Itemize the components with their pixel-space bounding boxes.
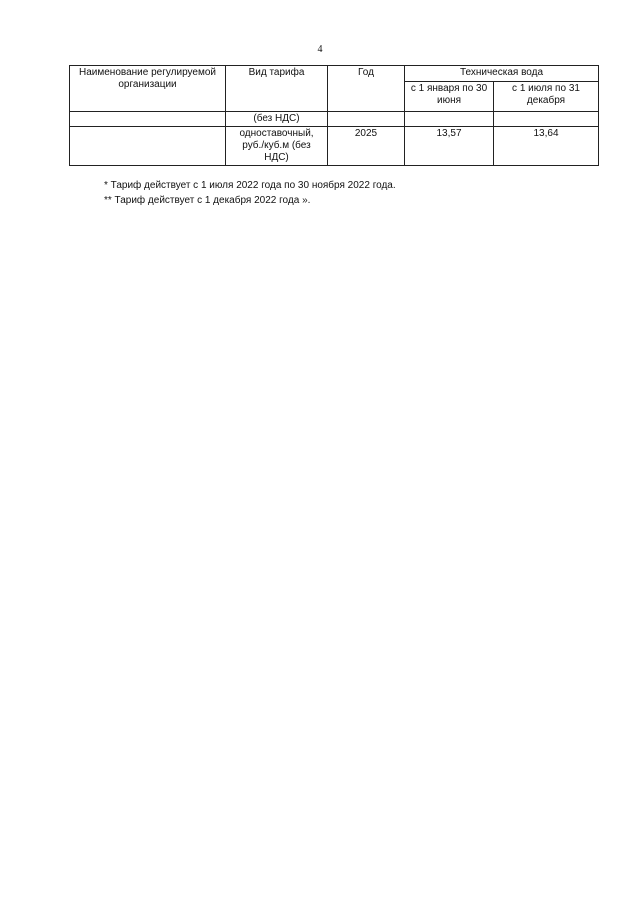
cell-value-1: [405, 112, 494, 127]
footnotes: [104, 178, 396, 208]
cell-value-1: 13,57: [405, 127, 494, 166]
cell-tariff-type: (без НДС): [226, 112, 328, 127]
table-header-row: [70, 66, 599, 82]
cell-tariff-type: одноставочный, руб./куб.м (без НДС): [226, 127, 328, 166]
tariff-table: [69, 65, 599, 166]
table-row: [70, 112, 599, 127]
footnote: ** Тариф действует с 1 декабря 2022 года ».: [104, 195, 311, 206]
cell-year: [328, 112, 405, 127]
footnote: * Тариф действует с 1 июля 2022 года по 30 ноября 2022 года.: [104, 180, 396, 191]
header-period-1: с 1 января по 30 июня: [405, 82, 494, 112]
cell-org: [70, 127, 226, 166]
cell-value-2: [494, 112, 599, 127]
cell-org: [70, 112, 226, 127]
header-period-2: с 1 июля по 31 декабря: [494, 82, 599, 112]
header-technical-water: Техническая вода: [405, 66, 599, 82]
header-tariff-type: Вид тарифа: [226, 66, 328, 112]
header-year: Год: [328, 66, 405, 112]
table-row: [70, 127, 599, 166]
cell-value-2: 13,64: [494, 127, 599, 166]
header-org: Наименование регулируемой организации: [70, 66, 226, 112]
page-number: 4: [317, 44, 323, 55]
cell-year: 2025: [328, 127, 405, 166]
